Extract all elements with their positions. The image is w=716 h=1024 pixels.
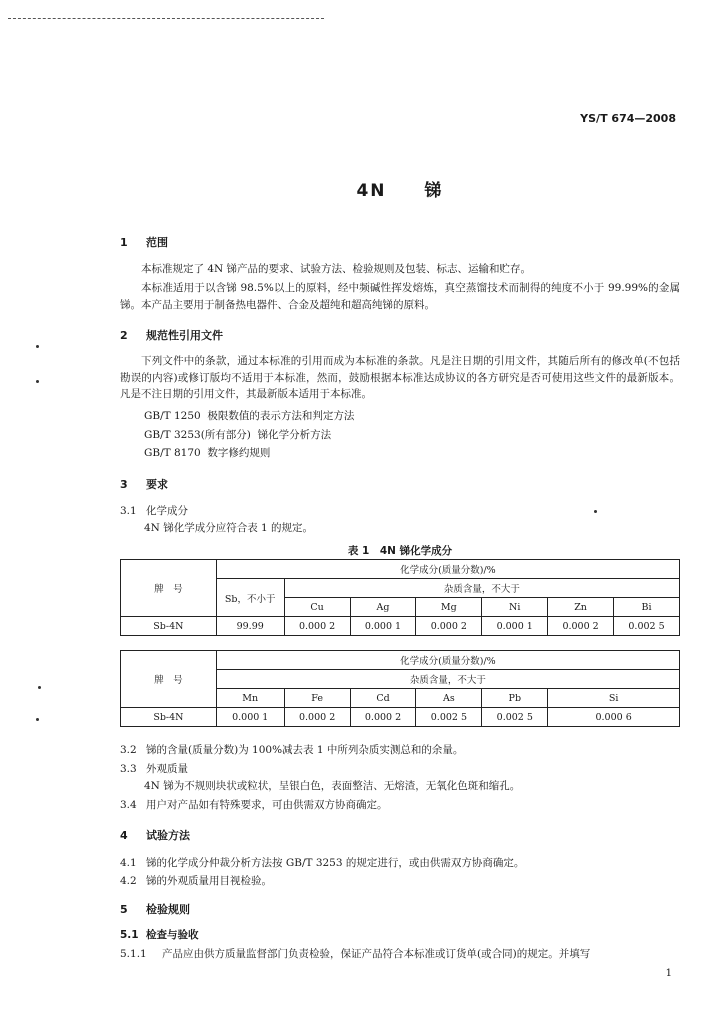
value-cell: 0.002 5 [416, 708, 482, 727]
section-3-1-heading: 3.1 化学成分 [120, 505, 188, 517]
section-3-4: 3.4 用户对产品如有特殊要求，可由供需双方协商确定。 [120, 799, 388, 811]
section-3-3-paragraph: 4N 锑为不规则块状或粒状，呈银白色，表面整洁、无熔渣，无氧化色斑和缩孔。 [144, 780, 521, 792]
impurity-header: 杂质含量，不大于 [284, 579, 679, 598]
section-1-paragraph-1: 本标准规定了 4N 锑产品的要求、试验方法、检验规则及包装、标志、运输和贮存。 [141, 263, 532, 275]
element-header: Zn [548, 598, 614, 617]
value-cell: 0.000 1 [216, 708, 284, 727]
value-cell: 0.000 1 [350, 617, 416, 636]
section-2-heading: 2 规范性引用文件 [120, 329, 223, 342]
grade-header: 牌 号 [121, 560, 217, 617]
element-header: As [416, 689, 482, 708]
value-cell: 0.000 2 [416, 617, 482, 636]
section-4-2: 4.2 锑的外观质量用目视检验。 [120, 875, 272, 887]
element-header: Bi [614, 598, 680, 617]
document-title [0, 176, 716, 201]
grade-cell: Sb-4N [121, 708, 217, 727]
section-4-1: 4.1 锑的化学成分仲裁分析方法按 GB/T 3253 的规定进行，或由供需双方协商确定。 [120, 857, 525, 869]
section-3-2: 3.2 锑的含量(质量分数)为 100%减去表 1 中所列杂质实测总和的余量。 [120, 744, 464, 756]
value-cell: 0.000 1 [482, 617, 548, 636]
section-5-1-heading: 5.1 检查与验收 [120, 929, 199, 941]
section-5-1-1: 5.1.1 产品应由供方质量监督部门负责检验，保证产品符合本标准或订货单(或合同)的规定。并填写 [120, 948, 591, 960]
value-cell: 0.000 2 [548, 617, 614, 636]
title-part-1: 4N [356, 181, 387, 201]
section-1-heading: 1 范围 [120, 236, 168, 249]
section-3-1-paragraph: 4N 锑化学成分应符合表 1 的规定。 [144, 522, 314, 534]
section-3-3-heading: 3.3 外观质量 [120, 763, 188, 775]
section-1-paragraph-2: 本标准适用于以含锑 98.5%以上的原料，经中频碱性挥发熔炼，真空蒸馏技术而制得的纯度不小于 99.99%的金属锑。本产品主要用于制备热电器件、合金及超纯和超高纯锑的原料。 [120, 282, 680, 311]
chem-header: 化学成分(质量分数)/% [216, 651, 679, 670]
table-row [121, 617, 680, 636]
element-header: Ni [482, 598, 548, 617]
reference-item: GB/T 1250 极限数值的表示方法和判定方法 [144, 410, 355, 422]
chem-table-part-2 [120, 650, 680, 727]
value-cell: 0.002 5 [614, 617, 680, 636]
title-part-2: 锑 [424, 181, 444, 201]
element-header: Mn [216, 689, 284, 708]
scan-speck [36, 718, 39, 721]
sb-value-cell: 99.99 [216, 617, 284, 636]
scan-speck [36, 380, 39, 383]
element-header: Pb [482, 689, 548, 708]
value-cell: 0.000 2 [284, 617, 350, 636]
value-cell: 0.000 2 [284, 708, 350, 727]
standard-number: YS/T 674—2008 [580, 112, 676, 125]
chem-table-part-1 [120, 559, 680, 636]
chem-header: 化学成分(质量分数)/% [216, 560, 679, 579]
element-header: Si [548, 689, 680, 708]
grade-cell: Sb-4N [121, 617, 217, 636]
value-cell: 0.000 2 [350, 708, 416, 727]
reference-item: GB/T 8170 数字修约规则 [144, 447, 271, 459]
sb-header: Sb，不小于 [216, 579, 284, 617]
scan-top-line [8, 18, 324, 19]
scan-speck [594, 510, 597, 513]
scan-speck [36, 345, 39, 348]
element-header: Ag [350, 598, 416, 617]
section-2-paragraph: 下列文件中的条款，通过本标准的引用而成为本标准的条款。凡是注日期的引用文件，其随后所有的修改单(不包括勘误的内容)或修订版均不适用于本标准，然而，鼓励根据本标准达成协议的各方研究是否可使用这些文件的最新版本。凡是不注日期的引用文件，其最新版本适用于本标准。 [120, 355, 680, 400]
table-row [121, 708, 680, 727]
section-4-heading: 4 试验方法 [120, 829, 190, 842]
reference-item: GB/T 3253(所有部分) 锑化学分析方法 [144, 429, 332, 441]
grade-header: 牌 号 [121, 651, 217, 708]
page-number: 1 [665, 968, 672, 979]
section-3-heading: 3 要求 [120, 478, 168, 491]
table-caption: 表 1 4N 锑化学成分 [347, 545, 453, 557]
element-header: Cd [350, 689, 416, 708]
value-cell: 0.002 5 [482, 708, 548, 727]
section-5-heading: 5 检验规则 [120, 903, 190, 916]
element-header: Cu [284, 598, 350, 617]
element-header: Fe [284, 689, 350, 708]
value-cell: 0.000 6 [548, 708, 680, 727]
impurity-header: 杂质含量，不大于 [216, 670, 679, 689]
element-header: Mg [416, 598, 482, 617]
scan-speck [38, 686, 41, 689]
